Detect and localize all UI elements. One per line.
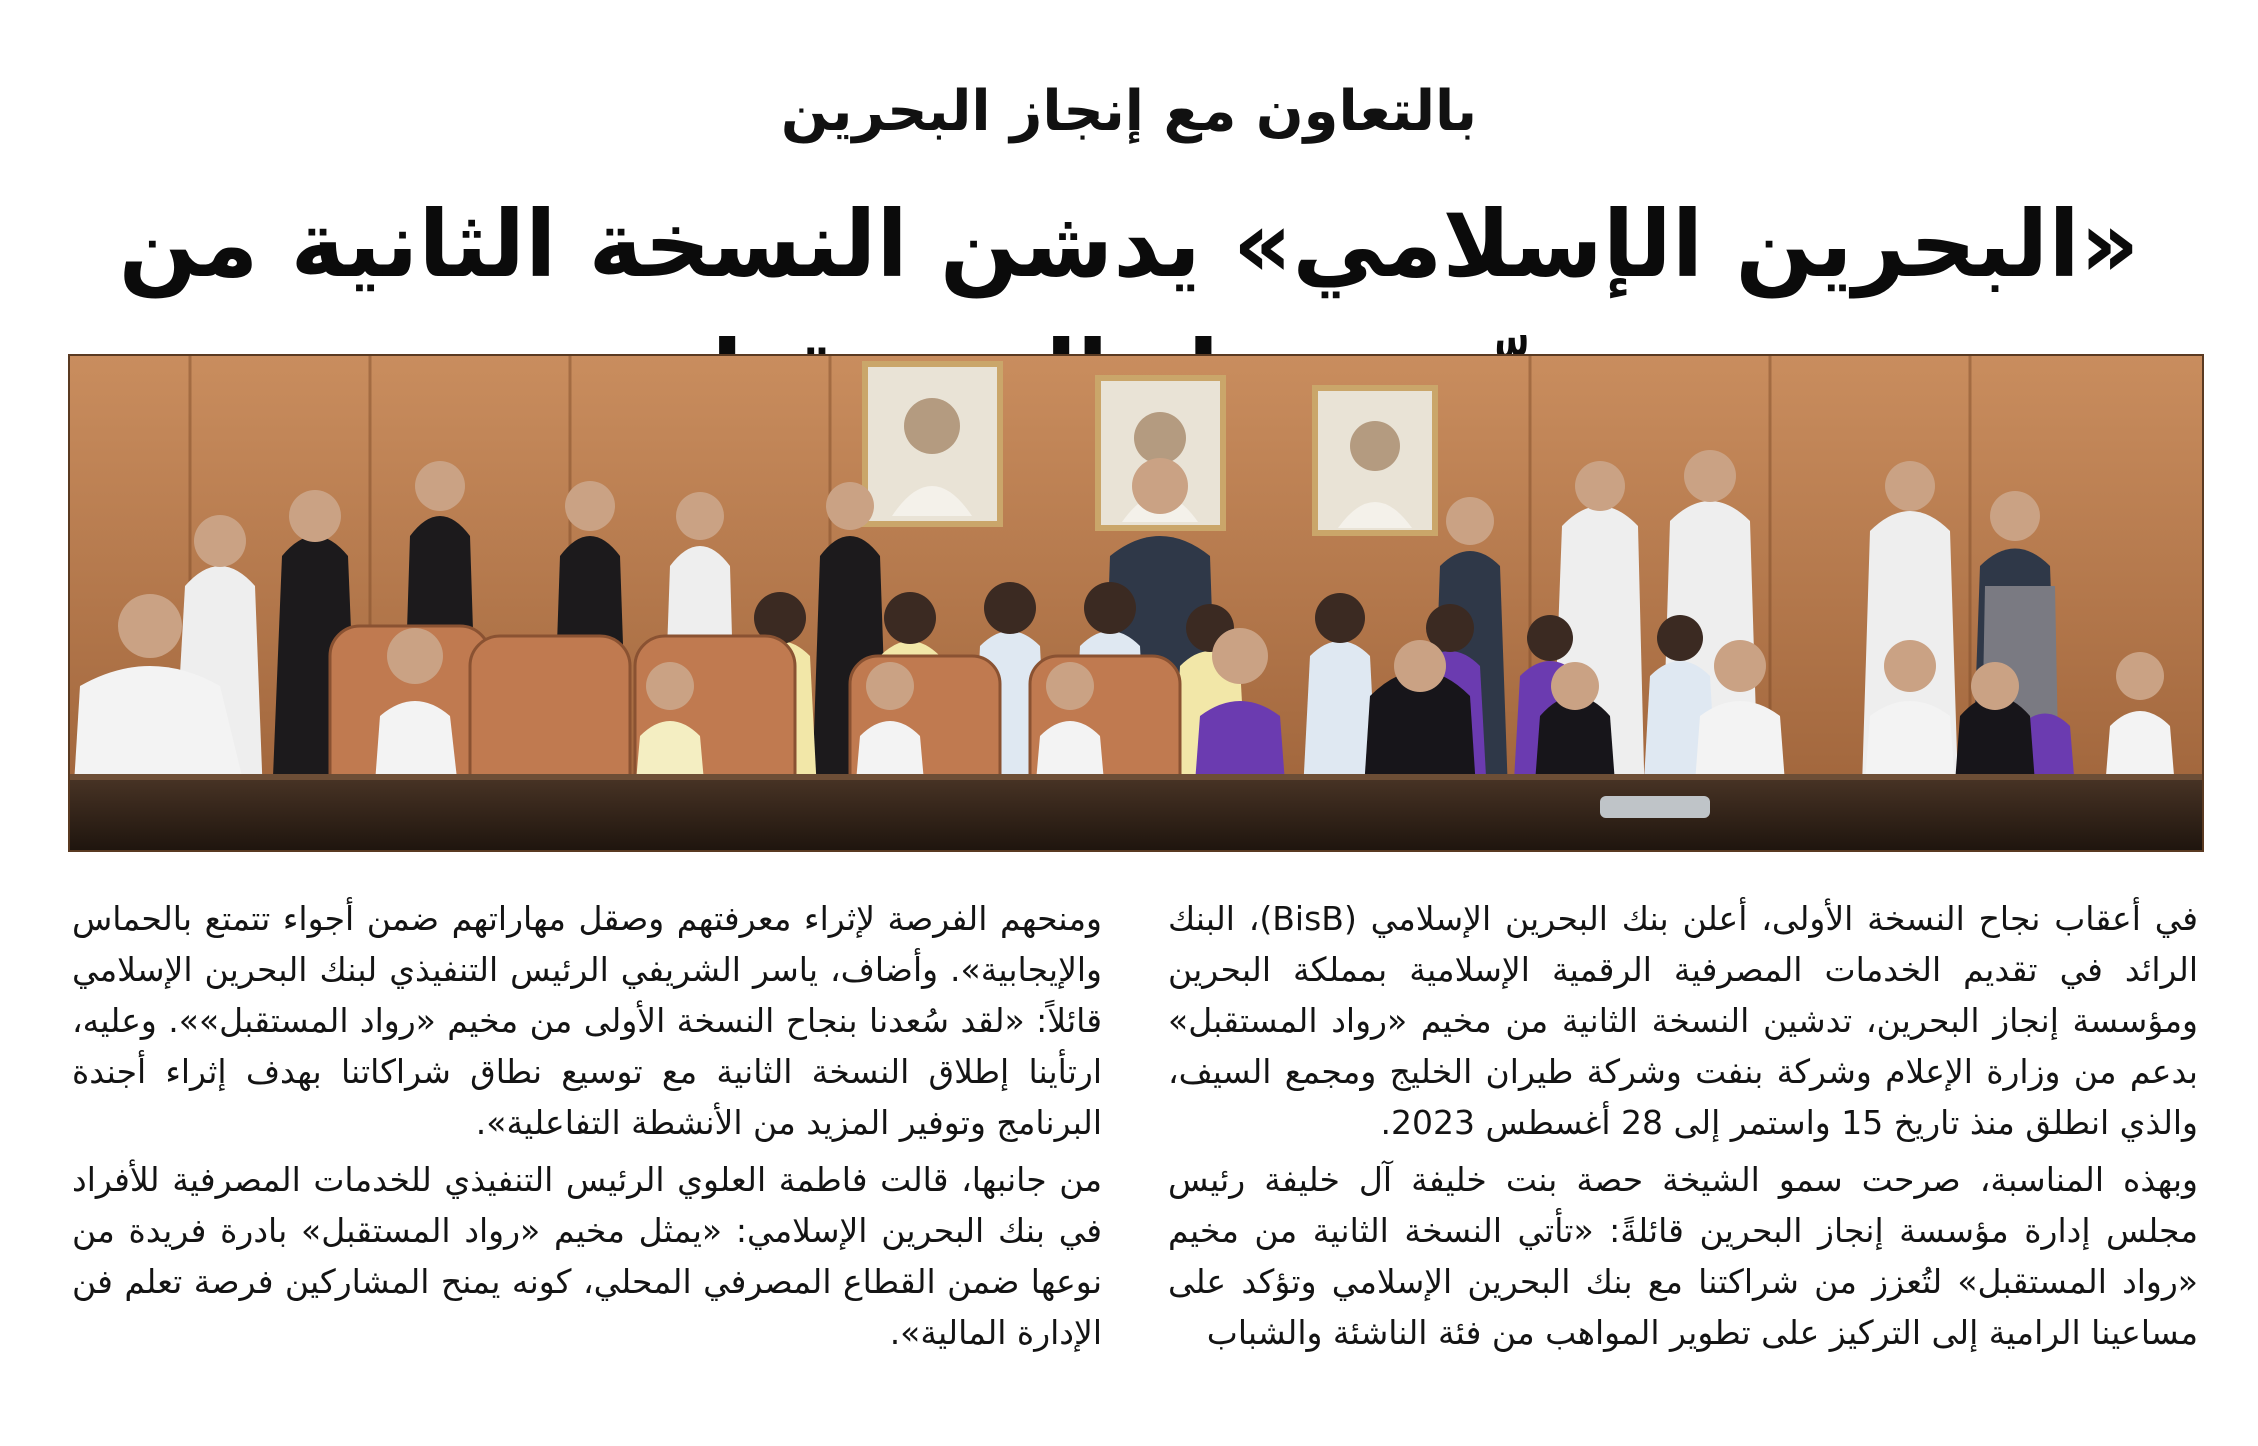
article-headline: «البحرين الإسلامي» يدشن النسخة الثانية من — [118, 191, 2140, 298]
conference-table — [70, 774, 2202, 850]
paragraph: في أعقاب نجاح النسخة الأولى، أعلن بنك البحرين الإسلامي (BisB)، البنك الرائد في تقديم الخدمات المصرفية الرقمية الإسلامية بمملكة البحرين ومؤسسة إنجاز البحرين، تدشين النسخة الثانية من مخيم «رواد المستقبل» بدعم من وزارة الإعلام وشركة بنفت وشركة طيران الخليج ومجمع السيف، والذي انطلق منذ تاريخ 15 واستمر إلى 28 أغسطس 2023. — [1168, 899, 2199, 1142]
article-photo — [68, 354, 2204, 852]
group-photo-illustration — [70, 356, 2202, 850]
paragraph: وبهذه المناسبة، صرحت سمو الشيخة حصة بنت خليفة آل خليفة رئيس مجلس إدارة مؤسسة إنجاز البحرين قائلةً: «تأتي النسخة الثانية من مخيم «رواد المستقبل» لتُعزز من شراكتنا مع بنك البحرين الإسلامي وتؤكد على مساعينا الرامية إلى التركيز على تطوير المواهب من فئة الناشئة والشباب — [1168, 1160, 2198, 1352]
paragraph: من جانبها، قالت فاطمة العلوي الرئيس التنفيذي للخدمات المصرفية للأفراد في بنك البحرين الإسلامي: «يمثل مخيم «رواد المستقبل» بادرة فريدة من نوعها ضمن القطاع المصرفي المحلي، كونه يمنح المشاركين فرصة تعلم فن الإدارة المالية». — [72, 1160, 1102, 1352]
article-kicker: بالتعاون مع إنجاز البحرين — [780, 79, 1478, 144]
paragraph: ومنحهم الفرصة لإثراء معرفتهم وصقل مهاراتهم ضمن أجواء تتمتع بالحماس والإيجابية». وأضاف، ياسر الشريفي الرئيس التنفيذي لبنك البحرين الإسلامي قائلاً: «لقد سُعدنا بنجاح النسخة الأولى من مخيم «رواد المستقبل»». وعليه، ارتأينا إطلاق النسخة الثانية مع توسيع نطاق شراكاتنا بهدف إثراء أجندة البرنامج وتوفير المزيد من الأنشطة التفاعلية». — [72, 899, 1102, 1142]
article-column-right — [1168, 893, 2198, 1364]
article-column-left — [72, 893, 1102, 1364]
